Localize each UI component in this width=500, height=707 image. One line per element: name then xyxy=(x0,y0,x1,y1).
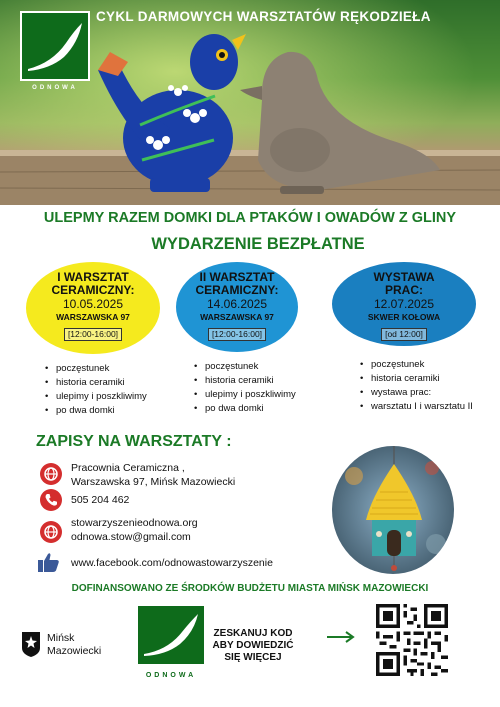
city-crest-icon xyxy=(20,630,42,658)
ceramic-birdhouse-photo xyxy=(332,446,454,574)
odnowa-logo xyxy=(20,11,90,91)
event-time: [od 12:00] xyxy=(381,328,427,341)
scan-qr-caption xyxy=(211,628,295,664)
odnowa-logo-swoosh xyxy=(22,13,88,79)
odnowa-logo-footer-swoosh xyxy=(138,606,204,664)
arrow-right-icon xyxy=(326,630,356,644)
event-oval-exhibition xyxy=(332,262,476,346)
list-item: • warsztatu I i warsztatu II xyxy=(359,400,473,414)
address-line-1: Pracownia Ceramiczna , xyxy=(71,462,185,474)
address xyxy=(71,461,235,489)
event-date: 12.07.2025 xyxy=(373,297,435,311)
event-date: 10.05.2025 xyxy=(62,297,124,311)
list-item: • po dwa domki xyxy=(44,404,147,418)
phone-icon-glyph xyxy=(40,489,62,511)
main-headline: ULEPMY RAZEM DOMKI DLA PTAKÓW I OWADÓW Z GLINY xyxy=(43,210,457,226)
web-contact xyxy=(71,516,198,544)
funding-note: DOFINANSOWANO ZE ŚRODKÓW BUDŻETU MIASTA MIŃSK MAZOWIECKI xyxy=(71,583,429,594)
logo-text: ODNOWA xyxy=(145,672,197,679)
event-time: [12:00-16:00] xyxy=(208,328,266,341)
list-item: • poczęstunek xyxy=(44,362,147,376)
header-title: CYKL DARMOWYCH WARSZTATÓW RĘKODZIEŁA xyxy=(96,9,431,24)
event-title: CERAMICZNY: xyxy=(51,283,135,297)
free-event-headline: WYDARZENIE BEZPŁATNE xyxy=(151,235,365,253)
city-name-line-1: Mińsk xyxy=(47,632,75,644)
website-link[interactable]: stowarzyszenieodnowa.org xyxy=(71,517,198,529)
signup-title: ZAPISY NA WARSZTATY : xyxy=(36,433,232,450)
list-item: • poczęstunek xyxy=(359,358,473,372)
event-oval-workshop-1 xyxy=(26,262,160,354)
event-title: CERAMICZNY: xyxy=(195,283,279,297)
scan-line-2: ABY DOWIEDZIĆ xyxy=(212,640,294,651)
scan-line-1: ZESKANUJ KOD xyxy=(213,628,293,639)
list-item: • wystawa prac: xyxy=(359,386,473,400)
event-title: II WARSZTAT xyxy=(199,270,275,284)
event-title: WYSTAWA xyxy=(373,270,435,284)
list-item: • po dwa domki xyxy=(193,402,296,416)
globe-icon-glyph xyxy=(40,521,62,543)
event-title: I WARSZTAT xyxy=(57,270,129,284)
event-2-program-list xyxy=(193,360,296,416)
event-date: 14.06.2025 xyxy=(206,297,268,311)
list-item: • historia ceramiki xyxy=(44,376,147,390)
phone-icon xyxy=(40,489,62,511)
facebook-link[interactable]: www.facebook.com/odnowastowarzyszenie xyxy=(71,557,273,569)
event-place: WARSZAWSKA 97 xyxy=(56,312,130,322)
list-item: • historia ceramiki xyxy=(193,374,296,388)
list-item: • ulepimy i poszkliwimy xyxy=(193,388,296,402)
event-title: PRAC: xyxy=(385,283,423,297)
city-name-line-2: Mazowiecki xyxy=(47,645,102,657)
email-link[interactable]: odnowa.stow@gmail.com xyxy=(71,531,191,543)
city-name xyxy=(47,632,101,658)
event-1-program-list xyxy=(44,362,147,418)
list-item: • historia ceramiki xyxy=(359,372,473,386)
phone-number[interactable]: 505 204 462 xyxy=(71,494,130,506)
globe-icon xyxy=(40,521,62,543)
facebook-like-icon xyxy=(37,551,61,573)
event-time: [12:00-16:00] xyxy=(64,328,122,341)
event-place: SKWER KOŁOWA xyxy=(367,312,441,322)
odnowa-logo-footer xyxy=(138,606,204,679)
event-oval-workshop-2 xyxy=(176,262,298,352)
event-place: WARSZAWSKA 97 xyxy=(200,312,274,322)
list-item: • poczęstunek xyxy=(193,360,296,374)
qr-code[interactable] xyxy=(376,604,448,676)
address-line-2: Warszawska 97, Mińsk Mazowiecki xyxy=(71,476,236,488)
location-icon-glyph xyxy=(40,463,62,485)
location-icon xyxy=(40,463,62,485)
scan-line-3: SIĘ WIĘCEJ xyxy=(224,652,282,663)
event-3-program-list xyxy=(359,358,473,414)
logo-text: ODNOWA xyxy=(32,85,78,91)
list-item: • ulepimy i poszkliwimy xyxy=(44,390,147,404)
